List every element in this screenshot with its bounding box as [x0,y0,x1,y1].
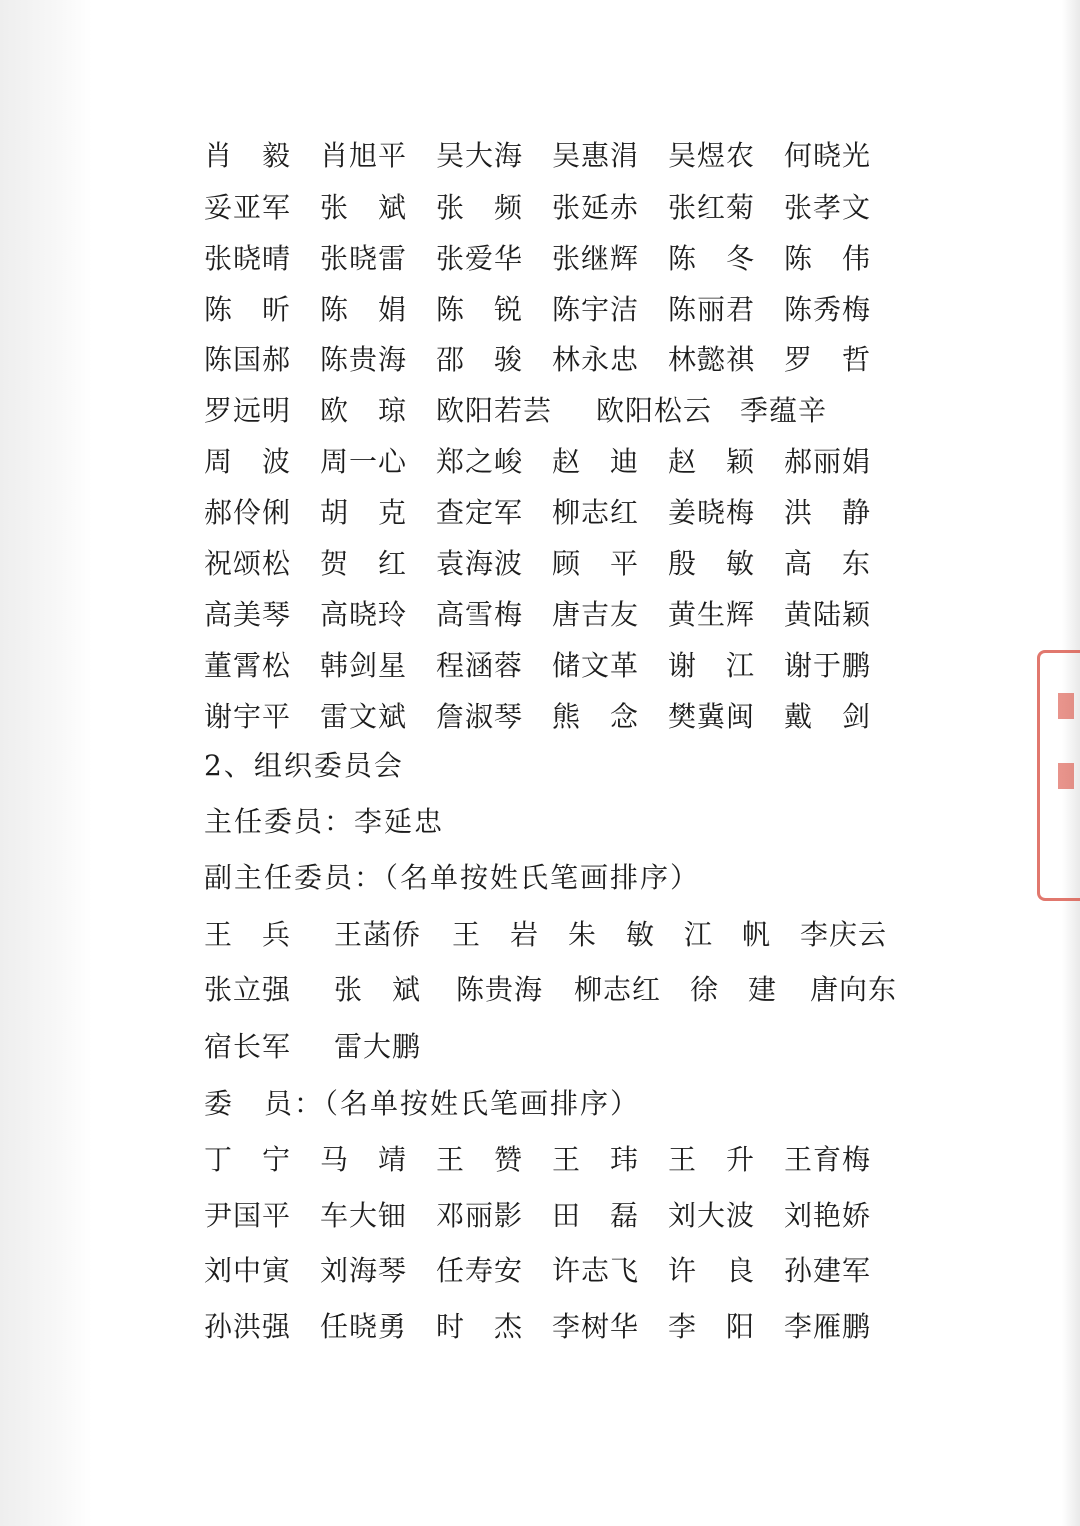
director-line: 主任委员：李延忠 [204,805,445,838]
person-name: 张 频 [436,191,524,224]
person-name: 高雪梅 [436,598,524,631]
name-row [0,391,1080,431]
red-seal-stamp-partial [1037,650,1080,901]
person-name: 柳志红 [574,973,662,1006]
person-name: 王 赞 [436,1143,524,1176]
name-row [0,595,1080,635]
person-name: 陈 冬 [668,242,756,275]
person-name: 孙洪强 [204,1310,292,1343]
person-name: 陈宇洁 [552,293,640,326]
person-name: 黄生辉 [668,598,756,631]
person-name: 刘海琴 [320,1254,408,1287]
name-row [0,239,1080,279]
name-row [0,1307,1080,1347]
person-name: 张孝文 [784,191,872,224]
person-name: 唐向东 [810,973,898,1006]
person-name: 欧阳若芸 [436,394,553,427]
person-name: 王育梅 [784,1143,872,1176]
person-name: 储文革 [552,649,640,682]
person-name: 张晓晴 [204,242,292,275]
person-name: 徐 建 [690,973,778,1006]
person-name: 洪 静 [784,496,872,529]
person-name: 程涵蓉 [436,649,524,682]
person-name: 陈秀梅 [784,293,872,326]
person-name: 肖 毅 [204,139,292,172]
person-name: 陈 锐 [436,293,524,326]
person-name: 张继辉 [552,242,640,275]
person-name: 张 斌 [320,191,408,224]
person-name: 林懿祺 [668,343,756,376]
person-name: 李庆云 [800,918,888,951]
name-row [0,136,1080,176]
person-name: 季蕴辛 [740,394,828,427]
vice-directors-heading: 副主任委员：（名单按姓氏笔画排序） [204,861,701,894]
person-name: 吴煜农 [668,139,756,172]
name-row [0,188,1080,228]
person-name: 雷大鹏 [334,1030,422,1063]
person-name: 陈 伟 [784,242,872,275]
person-name: 董霄松 [204,649,292,682]
person-name: 周 波 [204,445,292,478]
name-row [0,915,1080,955]
person-name: 刘中寅 [204,1254,292,1287]
person-name: 赵 迪 [552,445,640,478]
person-name: 殷 敏 [668,547,756,580]
person-name: 许 良 [668,1254,756,1287]
person-name: 欧 琼 [320,394,408,427]
person-name: 熊 念 [552,700,640,733]
name-row [0,290,1080,330]
person-name: 樊冀闽 [668,700,756,733]
person-name: 车大钿 [320,1199,408,1232]
person-name: 李雁鹏 [784,1310,872,1343]
person-name: 吴大海 [436,139,524,172]
person-name: 邓丽影 [436,1199,524,1232]
person-name: 祝颂松 [204,547,292,580]
person-name: 高 东 [784,547,872,580]
section-heading-organizing-committee: 2、组织委员会 [204,749,404,782]
name-row [0,1027,1080,1067]
person-name: 林永忠 [552,343,640,376]
seal-mark [1058,693,1074,719]
person-name: 陈贵海 [320,343,408,376]
person-name: 唐吉友 [552,598,640,631]
person-name: 谢于鹏 [784,649,872,682]
name-row [0,1251,1080,1291]
name-row [0,544,1080,584]
person-name: 雷文斌 [320,700,408,733]
person-name: 王 岩 [452,918,540,951]
person-name: 王菡侨 [334,918,422,951]
name-row [0,442,1080,482]
name-row [0,493,1080,533]
person-name: 查定军 [436,496,524,529]
person-name: 姜晓梅 [668,496,756,529]
person-name: 刘艳娇 [784,1199,872,1232]
person-name: 何晓光 [784,139,872,172]
person-name: 赵 颖 [668,445,756,478]
person-name: 袁海波 [436,547,524,580]
person-name: 吴惠涓 [552,139,640,172]
person-name: 周一心 [320,445,408,478]
person-name: 任晓勇 [320,1310,408,1343]
person-name: 王 玮 [552,1143,640,1176]
person-name: 尹国平 [204,1199,292,1232]
person-name: 罗远明 [204,394,292,427]
person-name: 顾 平 [552,547,640,580]
committee-members-heading: 委 员：（名单按姓氏笔画排序） [204,1087,641,1120]
person-name: 胡 克 [320,496,408,529]
person-name: 黄陆颖 [784,598,872,631]
name-row [0,340,1080,380]
person-name: 江 帆 [684,918,772,951]
person-name: 妥亚军 [204,191,292,224]
name-row [0,1140,1080,1180]
person-name: 高晓玲 [320,598,408,631]
person-name: 陈 娟 [320,293,408,326]
person-name: 陈贵海 [456,973,544,1006]
person-name: 张立强 [204,973,292,1006]
person-name: 任寿安 [436,1254,524,1287]
person-name: 谢 江 [668,649,756,682]
person-name: 李 阳 [668,1310,756,1343]
person-name: 王 升 [668,1143,756,1176]
person-name: 郝丽娟 [784,445,872,478]
person-name: 王 兵 [204,918,292,951]
person-name: 张延赤 [552,191,640,224]
person-name: 孙建军 [784,1254,872,1287]
person-name: 刘大波 [668,1199,756,1232]
person-name: 戴 剑 [784,700,872,733]
name-row [0,1196,1080,1236]
person-name: 贺 红 [320,547,408,580]
person-name: 许志飞 [552,1254,640,1287]
person-name: 韩剑星 [320,649,408,682]
person-name: 张晓雷 [320,242,408,275]
person-name: 郑之峻 [436,445,524,478]
person-name: 张 斌 [334,973,422,1006]
person-name: 高美琴 [204,598,292,631]
person-name: 宿长军 [204,1030,292,1063]
seal-mark [1058,763,1074,789]
name-row [0,970,1080,1010]
person-name: 欧阳松云 [596,394,713,427]
person-name: 邵 骏 [436,343,524,376]
name-row [0,646,1080,686]
person-name: 陈国郝 [204,343,292,376]
person-name: 丁 宁 [204,1143,292,1176]
person-name: 李树华 [552,1310,640,1343]
person-name: 田 磊 [552,1199,640,1232]
person-name: 张红菊 [668,191,756,224]
person-name: 马 靖 [320,1143,408,1176]
name-row [0,697,1080,737]
person-name: 朱 敏 [568,918,656,951]
person-name: 罗 哲 [784,343,872,376]
person-name: 陈丽君 [668,293,756,326]
person-name: 郝伶俐 [204,496,292,529]
person-name: 肖旭平 [320,139,408,172]
person-name: 柳志红 [552,496,640,529]
person-name: 詹淑琴 [436,700,524,733]
person-name: 谢宇平 [204,700,292,733]
person-name: 陈 昕 [204,293,292,326]
person-name: 时 杰 [436,1310,524,1343]
person-name: 张爱华 [436,242,524,275]
